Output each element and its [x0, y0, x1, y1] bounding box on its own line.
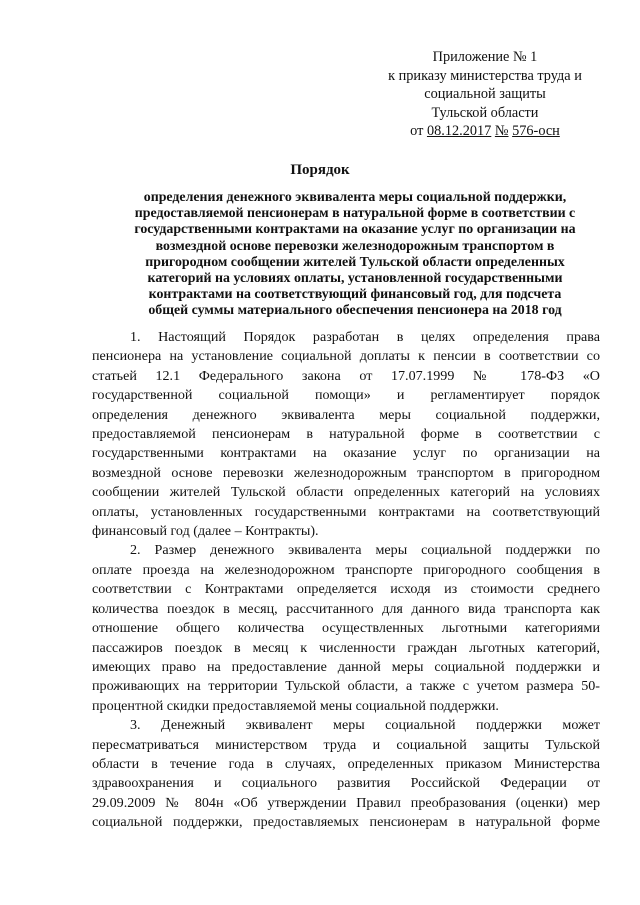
- subtitle-line: государственными контрактами на оказание услуг по организации на: [134, 222, 576, 238]
- paragraph-line: пассажиров поездок в месяц к численности граждан льготных категорий,: [92, 639, 600, 656]
- paragraph-line: оплате проезда на железнодорожном транспорте пригородного сообщения в: [92, 561, 600, 578]
- subtitle-line: определения денежного эквивалента меры социальной поддержки,: [143, 190, 567, 205]
- paragraph-line: возмездной основе перевозки железнодорожным транспортом в пригородном: [92, 464, 600, 481]
- paragraph-line: пересматриваться министерством труда и социальной защиты Тульской: [92, 736, 600, 753]
- appendix-line: Тульской области: [431, 104, 539, 121]
- paragraph-3: [92, 716, 600, 832]
- subtitle-line: общей суммы материального обеспечения пенсионера на 2018 год: [148, 303, 562, 319]
- paragraph-line: 1. Настоящий Порядок разработан в целях определения права: [130, 329, 600, 345]
- paragraph-line: пенсионера на установление социальной доплаты к пенсии в соответствии со: [92, 348, 600, 365]
- paragraph-line: процентной скидки предоставляемой мены социальной поддержки.: [92, 697, 499, 714]
- paragraph-line: 3. Денежный эквивалент меры социальной поддержки может: [130, 717, 600, 734]
- subtitle-line: контрактами на соответствующий финансовый год, для подсчета: [148, 287, 562, 303]
- appendix-line: социальной защиты: [424, 86, 546, 102]
- paragraph-line: статьей 12.1 Федерального закона от 17.07.1999 № 178-ФЗ «О: [92, 367, 600, 384]
- paragraph-line: финансовый год (далее – Контракты).: [92, 523, 319, 540]
- appendix-date-line: [350, 122, 620, 141]
- subtitle-line: категорий на условиях оплаты, установленной государственными: [147, 271, 563, 287]
- paragraph-line: проживающих на территории Тульской области, а также с учетом размера 50-: [92, 678, 600, 695]
- document-body: [92, 328, 600, 833]
- paragraph-line: государственными контрактами на оказание услуг по организации на: [92, 445, 600, 462]
- subtitle-line: предоставляемой пенсионерам в натуральной форме в соответствии с: [134, 206, 576, 222]
- paragraph-line: предоставляемой пенсионерам в натуральной форме в соответствии с: [92, 426, 600, 443]
- appendix-line: Приложение № 1: [432, 49, 538, 65]
- paragraph-2: [92, 541, 600, 716]
- paragraph-line: отношение общего количества осуществленных льготными категориями: [92, 620, 600, 637]
- appendix-line: к приказу министерства труда и: [388, 67, 582, 84]
- order-date: 08.12.2017: [426, 123, 492, 139]
- paragraph-line: государственной социальной помощи» и регламентирует порядок: [92, 387, 600, 404]
- document-subtitle: [100, 190, 610, 320]
- paragraph-line: оплаты, установленных государственными контрактами на соответствующий: [92, 503, 600, 520]
- document-title: Порядок: [290, 162, 350, 178]
- date-prefix: от: [410, 123, 424, 139]
- paragraph-line: соответствии с Контрактами определяется исходя из стоимости среднего: [92, 581, 600, 598]
- paragraph-1: [92, 328, 600, 541]
- paragraph-line: области в течение года в случаях, определенных приказом Министерства: [92, 755, 600, 772]
- appendix-header: [350, 48, 620, 141]
- paragraph-line: количества поездок в месяц, рассчитанного для данного вида транспорта как: [92, 600, 600, 617]
- subtitle-line: возмездной основе перевозки железнодорожным транспортом в: [155, 238, 555, 254]
- order-number: 576-осн: [512, 123, 560, 139]
- number-prefix: №: [494, 123, 509, 139]
- paragraph-line: 2. Размер денежного эквивалента меры социальной поддержки по: [130, 542, 600, 559]
- paragraph-line: определения денежного эквивалента меры социальной поддержки,: [92, 406, 600, 423]
- paragraph-line: имеющих право на предоставление данной меры социальной поддержки и: [92, 658, 600, 675]
- paragraph-line: социальной поддержки, предоставляемых пенсионерам в натуральной форме: [92, 814, 600, 831]
- paragraph-line: здравоохранения и социального развития Российской Федерации от: [92, 775, 600, 792]
- paragraph-line: 29.09.2009 № 804н «Об утверждении Правил преобразования (оценки) мер: [92, 794, 600, 811]
- paragraph-line: сообщении жителей Тульской области определенных категорий на условиях: [92, 484, 600, 501]
- subtitle-line: пригородном сообщении жителей Тульской области определенных: [145, 254, 565, 270]
